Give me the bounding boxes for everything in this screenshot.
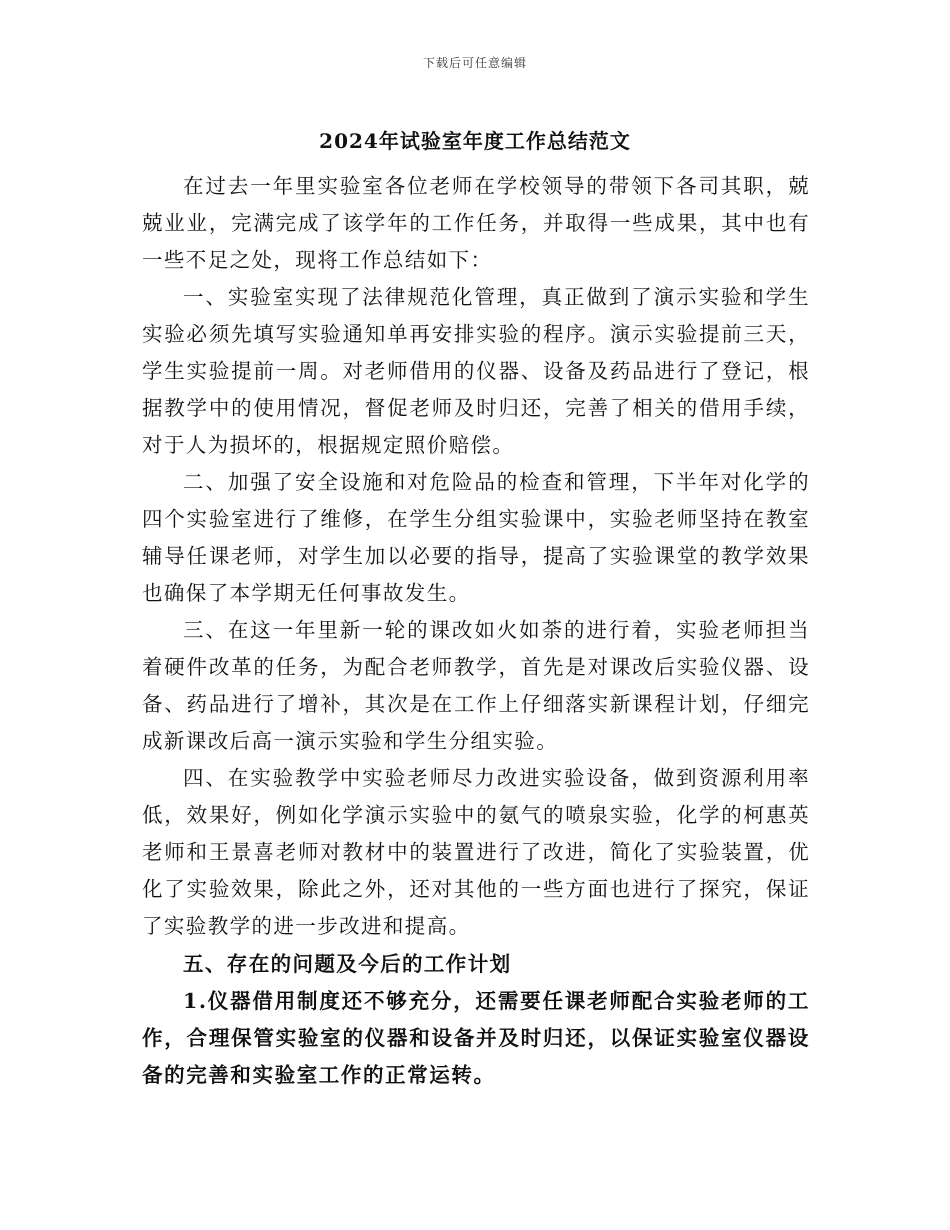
section-heading: 五、存在的问题及今后的工作计划: [183, 952, 512, 976]
document-title: 2024年试验室年度工作总结范文: [319, 129, 631, 153]
paragraph-item-2: 二、加强了安全设施和对危险品的检查和管理，下半年对化学的四个实验室进行了维修，在学生分组实验课中，实验老师坚持在教室辅导任课老师，对学生加以必要的指导，提高了实验课堂的教学效果也确保了本学期无任何事故发生。: [142, 470, 810, 605]
bold-list-item-1: 1.仪器借用制度还不够充分，还需要任课老师配合实验老师的工作，合理保管实验室的仪器和设备并及时归还，以保证实验室仪器设备的完善和实验室工作的正常运转。: [142, 989, 810, 1087]
paragraph-item-3: 三、在这一年里新一轮的课改如火如荼的进行着，实验老师担当着硬件改革的任务，为配合老师教学，首先是对课改后实验仪器、设备、药品进行了增补，其次是在工作上仔细落实新课程计划，仔细完成新课改后高一演示实验和学生分组实验。: [142, 618, 810, 753]
page-header-note: 下载后可任意编辑: [422, 56, 527, 70]
document-body: [142, 168, 810, 1094]
paragraph-item-4: 四、在实验教学中实验老师尽力改进实验设备，做到资源利用率低，效果好，例如化学演示实验中的氨气的喷泉实验，化学的柯惠英老师和王景喜老师对教材中的装置进行了改进，简化了实验装置，优化了实验效果，除此之外，还对其他的一些方面也进行了探究，保证了实验教学的进一步改进和提高。: [142, 766, 810, 938]
intro-paragraph: 在过去一年里实验室各位老师在学校领导的带领下各司其职，兢兢业业，完满完成了该学年的工作任务，并取得一些成果，其中也有一些不足之处，现将工作总结如下：: [142, 174, 810, 272]
paragraph-item-1: 一、实验室实现了法律规范化管理，真正做到了演示实验和学生实验必须先填写实验通知单再安排实验的程序。演示实验提前三天，学生实验提前一周。对老师借用的仪器、设备及药品进行了登记，根据教学中的使用情况，督促老师及时归还，完善了相关的借用手续，对于人为损坏的，根据规定照价赔偿。: [142, 285, 810, 457]
